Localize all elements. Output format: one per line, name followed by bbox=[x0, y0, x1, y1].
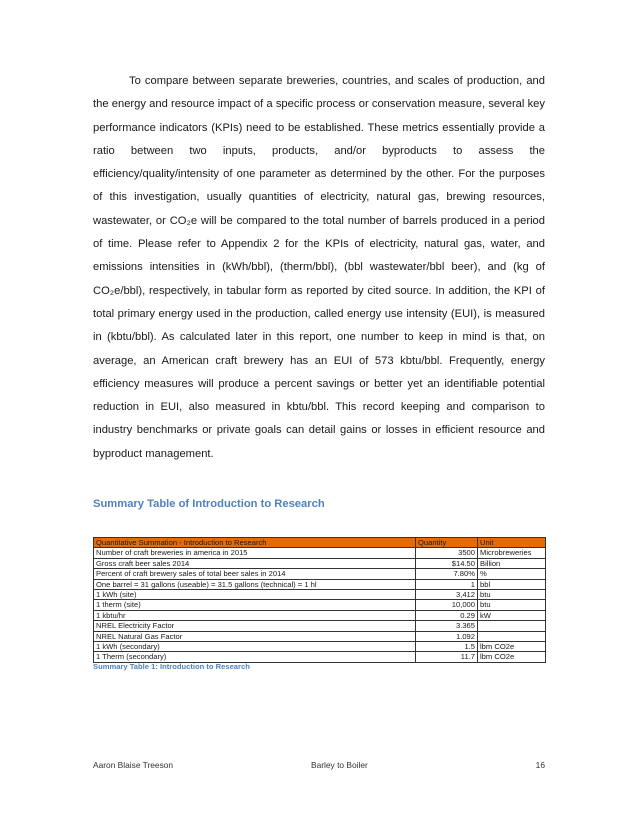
row-unit: % bbox=[478, 569, 546, 579]
body-paragraph bbox=[93, 70, 545, 466]
row-unit: Billion bbox=[478, 558, 546, 568]
table-row bbox=[94, 600, 546, 610]
table-caption: Summary Table 1: Introduction to Research bbox=[93, 662, 250, 671]
body-paragraph-text: To compare between separate breweries, countries, and scales of production, and the energy and resource impact of a specific process or conservation measure, several key performance indicators (KPIs) need to be established. These metrics essentially provide a ratio between two inputs, products, and/or byproducts to assess the efficiency/quality/intensity of one parameter as determined by the other. For the purposes of this investigation, usually quantities of electricity, natural gas, brewing resources, wastewater, or CO₂e will be compared to the total number of barrels produced in a period of time. Please refer to Appendix 2 for the KPIs of electricity, natural gas, water, and emissions intensities in (kWh/bbl), (therm/bbl), (bbl wastewater/bbl beer), and (kg of CO₂e/bbl), respectively, in tabular form as reported by cited source. In addition, the KPI of total primary energy used in the production, called energy use intensity (EUI), is measured in (kbtu/bbl). As calculated later in this report, one number to keep in mind is that, on average, an American craft brewery has an EUI of 573 kbtu/bbl. Frequently, energy efficiency measures will produce a percent savings or better yet an identifiable potential reduction in EUI, also measured in kbtu/bbl. This record keeping and comparison to industry benchmarks or private goals can detail gains or losses in efficient resource and byproduct management. bbox=[93, 75, 545, 460]
row-unit: bbl bbox=[478, 579, 546, 589]
footer-page-number: 16 bbox=[535, 760, 545, 770]
row-unit bbox=[478, 631, 546, 641]
table-row bbox=[94, 610, 546, 620]
table-row bbox=[94, 569, 546, 579]
row-unit: lbm CO2e bbox=[478, 652, 546, 662]
table-row bbox=[94, 652, 546, 662]
row-label: Number of craft breweries in america in 2015 bbox=[94, 548, 416, 558]
row-label: 1 therm (site) bbox=[94, 600, 416, 610]
table-row bbox=[94, 548, 546, 558]
row-label: 1 kWh (site) bbox=[94, 590, 416, 600]
row-label: 1 kbtu/hr bbox=[94, 610, 416, 620]
table-row bbox=[94, 579, 546, 589]
row-label: NREL Electricity Factor bbox=[94, 621, 416, 631]
row-label: NREL Natural Gas Factor bbox=[94, 631, 416, 641]
table-header-row bbox=[94, 538, 546, 548]
row-label: Percent of craft brewery sales of total beer sales in 2014 bbox=[94, 569, 416, 579]
row-unit: Microbreweries bbox=[478, 548, 546, 558]
table-row bbox=[94, 590, 546, 600]
row-quantity: 1 bbox=[416, 579, 478, 589]
row-quantity: 1.5 bbox=[416, 642, 478, 652]
row-label: 1 kWh (secondary) bbox=[94, 642, 416, 652]
row-label: Gross craft beer sales 2014 bbox=[94, 558, 416, 568]
footer-document-title: Barley to Boiler bbox=[311, 760, 368, 770]
row-quantity: $14.50 bbox=[416, 558, 478, 568]
row-quantity: 1.092 bbox=[416, 631, 478, 641]
table-header-unit: Unit bbox=[478, 538, 546, 548]
table-header-quantity: Quantity bbox=[416, 538, 478, 548]
row-quantity: 3500 bbox=[416, 548, 478, 558]
row-quantity: 3.365 bbox=[416, 621, 478, 631]
section-heading: Summary Table of Introduction to Research bbox=[93, 498, 325, 510]
table-row bbox=[94, 621, 546, 631]
table-row bbox=[94, 631, 546, 641]
row-quantity: 11.7 bbox=[416, 652, 478, 662]
table-row bbox=[94, 558, 546, 568]
summary-table bbox=[93, 537, 546, 663]
table-header-description: Quantitative Summation - Introduction to Research bbox=[94, 538, 416, 548]
row-unit: btu bbox=[478, 590, 546, 600]
summary-table-container bbox=[93, 537, 545, 663]
row-quantity: 0.29 bbox=[416, 610, 478, 620]
row-label: 1 Therm (secondary) bbox=[94, 652, 416, 662]
row-unit: kW bbox=[478, 610, 546, 620]
row-quantity: 3,412 bbox=[416, 590, 478, 600]
row-unit bbox=[478, 621, 546, 631]
row-quantity: 10,000 bbox=[416, 600, 478, 610]
table-row bbox=[94, 642, 546, 652]
row-unit: btu bbox=[478, 600, 546, 610]
row-quantity: 7.80% bbox=[416, 569, 478, 579]
row-unit: lbm CO2e bbox=[478, 642, 546, 652]
footer-author: Aaron Blaise Treeson bbox=[93, 760, 174, 770]
row-label: One barrel = 31 gallons (useable) = 31.5 gallons (technical) = 1 hl bbox=[94, 579, 416, 589]
